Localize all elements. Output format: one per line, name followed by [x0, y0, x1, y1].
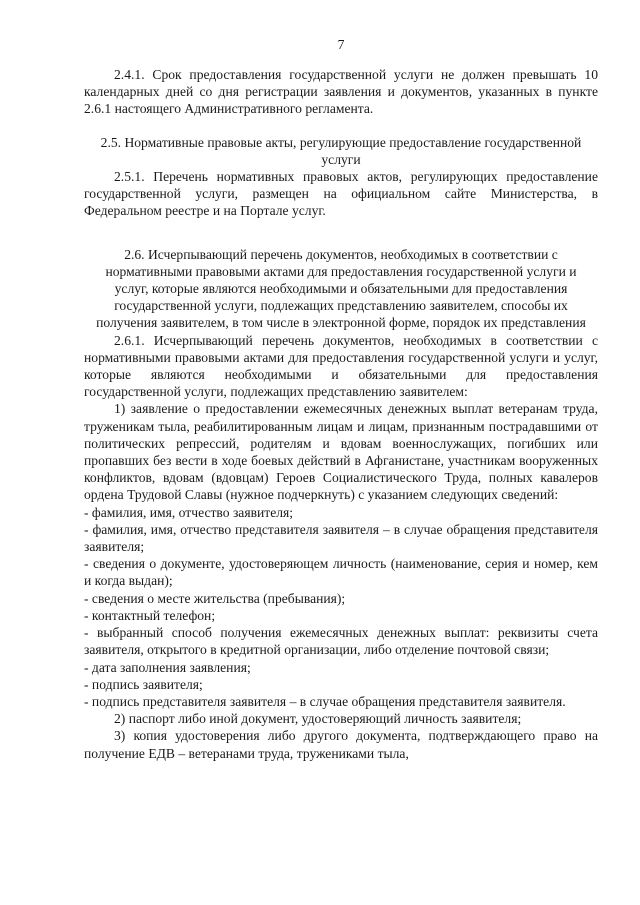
list-item-2: 2) паспорт либо иной документ, удостоверяющий личность заявителя;	[114, 711, 522, 727]
paragraph-2-4-1: 2.4.1. Срок предоставления государственной услуги не должен превышать 10 календарных дней со дня регистрации заявления и документов, указанных в пункте 2.6.1 настоящего Административного регламента.	[84, 67, 598, 117]
section-heading-2-5: 2.5. Нормативные правовые акты, регулирующие предоставление государственной услуги	[100, 134, 582, 167]
list-item: - выбранный способ получения ежемесячных денежных выплат: реквизиты счета заявителя, открытого в кредитной организации, либо отделение почтовой связи;	[84, 625, 598, 658]
page-number: 7	[337, 37, 345, 52]
list-item-1: 1) заявление о предоставлении ежемесячных денежных выплат ветеранам труда, труженикам тыла, реабилитированным лицам и лицам, признанным пострадавшими от политических репрессий, родителям и вдовам военнослужащих, погибших или пропавших без вести в ходе боевых действий в Афганистане, участникам вооруженных конфликтов, вдовам (вдовцам) Героев Социалистического Труда, полных кавалеров ордена Трудовой Славы (нужное подчеркнуть) с указанием следующих сведений:	[84, 401, 598, 503]
list-item: - контактный телефон;	[84, 607, 216, 623]
requisites-list	[84, 504, 598, 710]
paragraph-2-6-1: 2.6.1. Исчерпывающий перечень документов, необходимых в соответствии с нормативными правовыми актами для предоставления государственной услуги и услуг, которые являются необходимыми и обязательными для предоставления государственной услуги, подлежащих представлению заявителем:	[84, 332, 598, 400]
list-item: - подпись заявителя;	[84, 676, 203, 692]
list-item: - сведения о документе, удостоверяющем личность (наименование, серия и номер, кем и когда выдан);	[84, 556, 598, 589]
list-item: - дата заполнения заявления;	[84, 659, 251, 675]
list-item-3: 3) копия удостоверения либо другого документа, подтверждающего право на получение ЕДВ – ветеранами труда, тружениками тыла,	[84, 728, 598, 761]
list-item: - подпись представителя заявителя – в случае обращения представителя заявителя.	[84, 693, 566, 709]
list-item: - сведения о месте жительства (пребывания);	[84, 590, 346, 606]
list-item: - фамилия, имя, отчество представителя заявителя – в случае обращения представителя заявителя;	[84, 521, 598, 555]
paragraph-2-5-1: 2.5.1. Перечень нормативных правовых актов, регулирующих предоставление государственной услуги, размещен на официальном сайте Министерства, в Федеральном реестре и на Портале услуг.	[84, 169, 598, 219]
list-item: - фамилия, имя, отчество заявителя;	[84, 504, 294, 520]
section-heading-2-6: 2.6. Исчерпывающий перечень документов, необходимых в соответствии с нормативными правовыми актами для предоставления государственной услуги и услуг, которые являются необходимыми и обязательными для предоставления государственной услуги, подлежащих представлению заявителем, способы их получения заявителем, в том числе в электронной форме, порядок их представления	[96, 246, 586, 331]
